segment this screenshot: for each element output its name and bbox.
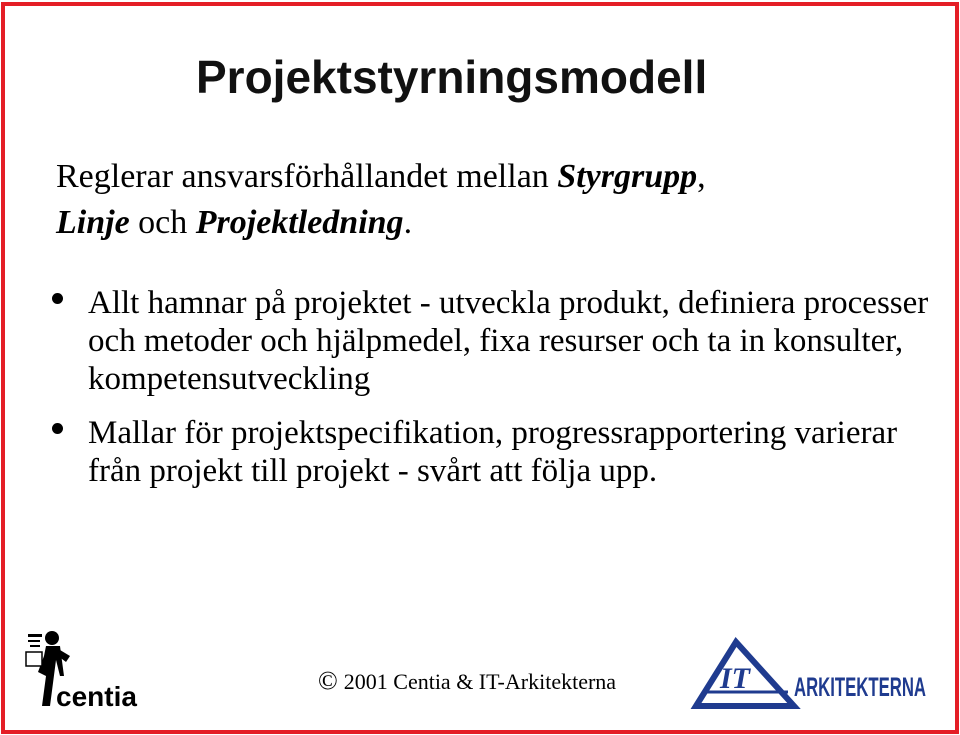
bullet-item [52,284,932,398]
bullet-dot-icon [52,423,63,434]
it-logo-text: ARKITEKTERNA [794,672,926,702]
centia-logo [20,626,150,716]
intro-line-2 [56,200,706,246]
intro-styrgrupp: Styrgrupp [557,158,698,195]
intro-line-1 [56,154,706,200]
bullet-list [52,284,932,506]
intro-och: och [129,204,196,241]
it-arkitekterna-logo [690,636,930,714]
slide-title: Projektstyrningsmodell [196,51,708,103]
copyright-text: 2001 Centia & IT-Arkitekterna [343,669,617,694]
bullet-text: Mallar för projektspecifikation, progressrapportering varierar från projekt till projekt - svårt att följa upp. [88,415,898,489]
copyright [318,666,616,696]
intro-line-2-tail: . [403,204,413,241]
intro-line-1-tail: , [697,158,706,195]
bullet-text: Allt hamnar på projektet - utveckla produkt, definiera processer och metoder och hjälpmedel, fixa resurser och ta in konsulter, kompetensutveckling [88,285,929,397]
copyright-symbol: © [318,666,338,695]
it-logo-mark: IT [720,662,750,695]
bullet-dot-icon [52,293,63,304]
intro-line-1-text: Reglerar ansvarsförhållandet mellan [56,158,558,195]
bullet-item [52,414,932,490]
centia-logo-text: centia [56,681,137,712]
intro-projektledning: Projektledning [195,204,404,241]
intro-text [56,154,706,246]
intro-linje: Linje [56,204,130,241]
